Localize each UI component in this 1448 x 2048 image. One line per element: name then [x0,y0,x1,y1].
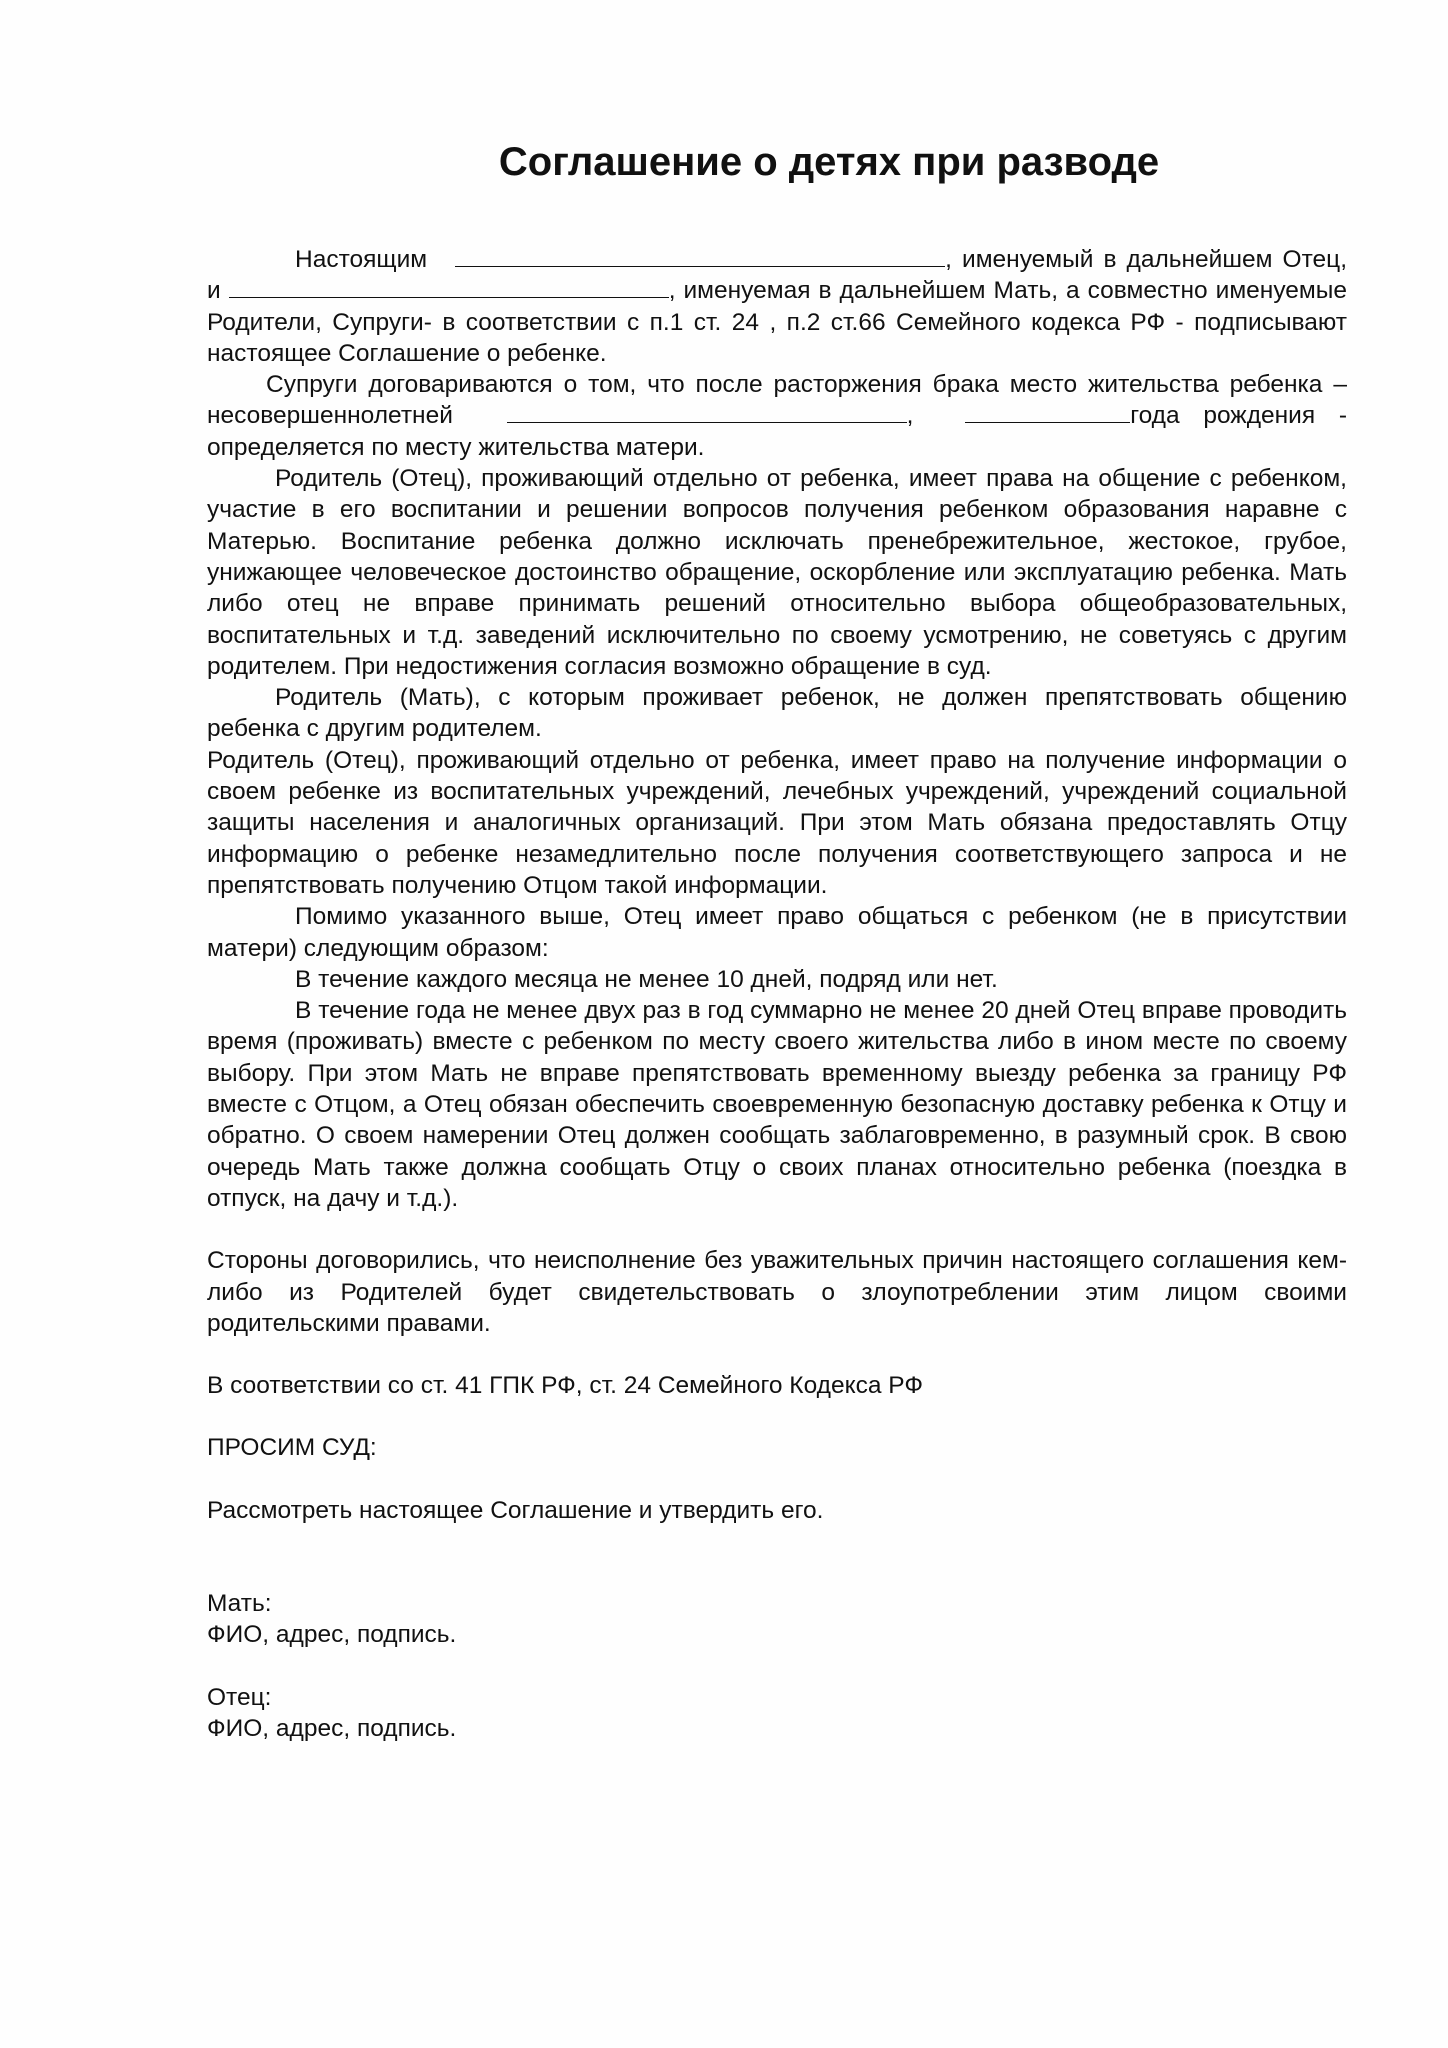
text: года рождения - определяется по месту жительства матери. [207,402,1347,461]
blank-mother-name [229,275,669,298]
paragraph-agreement: Стороны договорились, что неисполнение без уважительных причин настоящего соглашения кем-либо из Родителей будет свидетельствовать о злоупотреблении этим лицом своими родительскими правами. [207,1247,1347,1337]
paragraph-monthly: В течение каждого месяца не менее 10 дней, подряд или нет. [295,965,998,993]
blank-birth-year [965,400,1130,423]
paragraph-legal-basis: В соответствии со ст. 41 ГПК РФ, ст. 24 Семейного Кодекса РФ [207,1372,923,1400]
text: , именуемая в дальнейшем Мать, а совместно именуемые Родители, Супруги- в соответствии с п.1 ст. 24 , п.2 ст.66 Семейного кодекса РФ - подписывают настоящее Соглашение о ребенке. [207,277,1347,367]
paragraph-request: Рассмотреть настоящее Соглашение и утвердить его. [207,1496,824,1524]
blank-father-name [455,244,945,267]
paragraph-father-rights: Родитель (Отец), проживающий отдельно от ребенка, имеет права на общение с ребенком, участие в его воспитании и решении вопросов получения ребенком образования наравне с Матерью. Воспитание ребенка должно исключать пренебрежительное, жестокое, грубое, унижающее человеческое достоинство обращение, оскорбление или эксплуатацию ребенка. Мать либо отец не вправе принимать решений относительно выбора общеобразовательных, воспитательных и т.д. заведений исключительно по своему усмотрению, не советуясь с другим родителем. При недостижения согласия возможно обращение в суд. [207,465,1347,680]
paragraph-communication: Помимо указанного выше, Отец имеет право общаться с ребенком (не в присутствии матери) следующим образом: [207,903,1347,962]
paragraph-information: Родитель (Отец), проживающий отдельно от ребенка, имеет право на получение информации о своем ребенке из воспитательных учреждений, лечебных учреждений, учреждений социальной защиты населения и аналогичных организаций. При этом Мать обязана предоставлять Отцу информацию о ребенке незамедлительно после получения соответствующего запроса и не препятствовать получению Отцом такой информации. [207,746,1347,899]
father-label: Отец: [207,1683,272,1711]
document-body [207,244,1347,1744]
paragraph-parties [207,244,1347,369]
text: , [906,402,914,430]
paragraph-request-heading: ПРОСИМ СУД: [207,1434,377,1462]
text: , именуемый в дальнейшем Отец, и [207,246,1347,305]
text: Супруги договариваются о том, что после расторжения брака место жительства ребенка – несовершеннолетней [207,371,1347,430]
spacer [207,1401,1347,1432]
mother-signature-details: ФИО, адрес, подпись. [207,1621,457,1649]
document-title: Соглашение о детях при разводе [498,140,1160,184]
father-signature-details: ФИО, адрес, подпись. [207,1714,457,1742]
paragraph-residence [207,369,1347,463]
blank-child-name [507,400,907,423]
paragraph-yearly: В течение года не менее двух раз в год суммарно не менее 20 дней Отец вправе проводить время (проживать) вместе с ребенком по месту своего жительства либо в ином месте по своему выбору. При этом Мать не вправе препятствовать временному выезду ребенка за границу РФ вместе с Отцом, а Отец обязан обеспечить своевременную безопасную доставку ребенка к Отцу и обратно. О своем намерении Отец должен сообщать заблаговременно, в разумный срок. В свою очередь Мать также должна сообщать Отцу о своих планах относительно ребенка (поездка в отпуск, на дачу и т.д.). [207,997,1347,1212]
mother-label: Мать: [207,1589,272,1617]
spacer [207,1651,1347,1682]
spacer [207,1464,1347,1495]
paragraph-mother-duty: Родитель (Мать), с которым проживает ребенок, не должен препятствовать общению ребенка с другим родителем. [207,684,1347,743]
spacer [207,1339,1347,1370]
spacer [207,1214,1347,1245]
text: Настоящим [295,246,428,273]
spacer [207,1526,1347,1588]
